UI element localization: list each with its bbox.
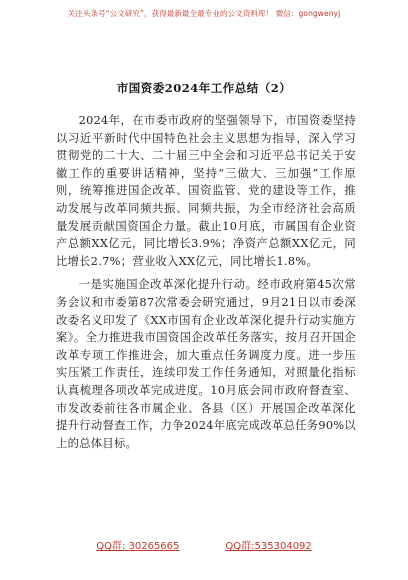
paragraph-intro: 2024年，在市委市政府的坚强领导下，市国资委坚持以习近平新时代中国特色社会主义思想为指导，深入学习贯彻党的二十大、二十届三中全会和习近平总书记关于安徽工作的重要讲话精神，坚持“三做大、三加强”工作原则，统筹推进国企改革、国资监管、党的建设等工作，推动发展与改革同频共振、同频共振，为全市经济社会高质量发展贡献国资国企力量。截止10月底，市属国有企业资产总额XX亿元，同比增长3.9%；净资产总额XX亿元，同比增长2.7%；营业收入XX亿元，同比增长1.8%。: [56, 114, 356, 268]
paragraph-reform: 一是实施国企改革深化提升行动。经市政府第45次常务会议和市委第87次常委会研究通过，9月21日以市委深改委名义印发了《XX市国有企业改革深化提升行动实施方案》。全力推进我市国资国企改革任务落实，按月召开国企改革专项工作推进会，加大重点任务调度力度。进一步压实压紧工作责任，连续印发工作任务通知，对照量化指标认真梳理各项改革完成进度。10月底会同市政府督查室、市发改委前往各市属企业、各县（区）开展国企改革深化提升行动督查工作，力争2024年底完成改革总任务90%以上的总体目标。: [56, 278, 356, 450]
qq-group-link-2[interactable]: QQ群:535304092: [225, 541, 312, 552]
page-title: 市国资委2024年工作总结（2）: [116, 81, 292, 95]
promo-banner: 关注头条号“公文研究”，获得最新最全最专业的公文资料库！ 微信：gongwenyj: [67, 9, 341, 18]
document-body: [56, 112, 356, 458]
qq-group-link-1[interactable]: QQ群: 30265665: [96, 541, 180, 552]
footer-contacts: [0, 537, 408, 552]
